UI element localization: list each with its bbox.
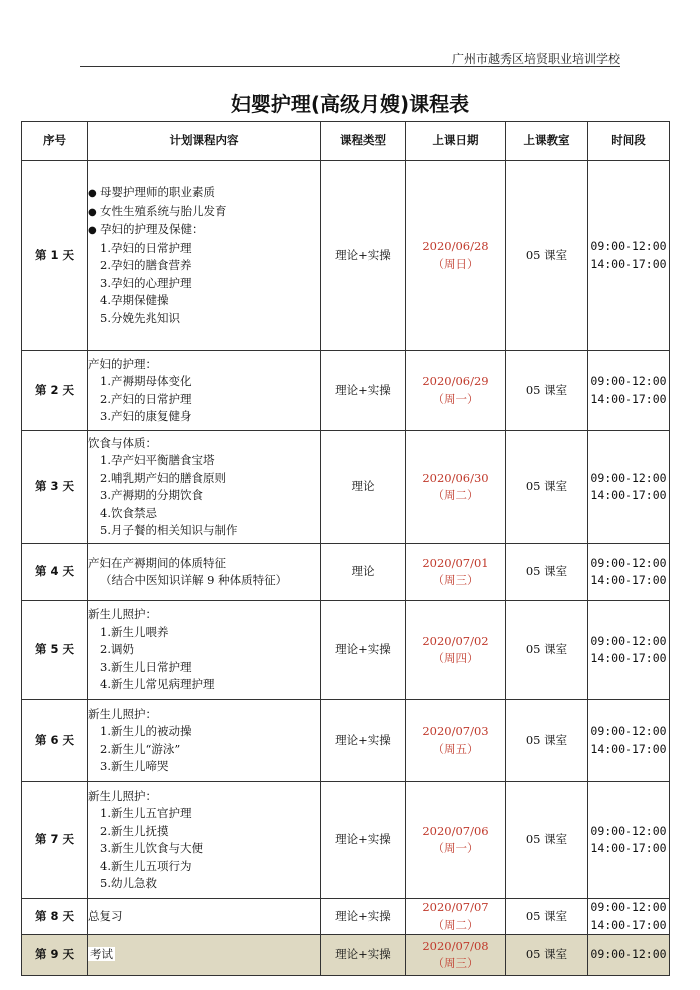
time-slot: 14:00-17:00 (590, 651, 667, 665)
page-title: 妇婴护理(高级月嫂)课程表 (230, 92, 470, 116)
date-cell (406, 899, 506, 935)
content-numbered-item: 3.产褥期的分期饮食 (100, 488, 203, 502)
classroom-cell: 05 课室 (506, 351, 588, 431)
classroom-cell: 05 课室 (506, 899, 588, 935)
table-row (22, 544, 670, 601)
column-header-date: 上课日期 (406, 122, 506, 161)
time-cell (588, 899, 670, 935)
course-type-cell: 理论+实操 (321, 782, 406, 899)
content-line: （结合中医知识详解 9 种体质特征） (100, 573, 288, 587)
course-type-cell: 理论+实操 (321, 601, 406, 700)
column-header-time: 时间段 (588, 122, 670, 161)
column-header-room: 上课教室 (506, 122, 588, 161)
content-line: 新生儿照护： (88, 788, 157, 803)
time-slot: 14:00-17:00 (590, 841, 667, 855)
table-row (22, 935, 670, 976)
content-cell (88, 431, 321, 544)
time-slot: 14:00-17:00 (590, 741, 667, 756)
classroom-cell: 05 课室 (506, 935, 588, 976)
bullet-icon: ● (88, 188, 97, 199)
column-header-index: 序号 (22, 122, 88, 161)
school-name: 广州市越秀区培贤职业培训学校 (451, 52, 620, 66)
content-numbered-item: 5.分娩先兆知识 (100, 310, 180, 325)
classroom-cell: 05 课室 (506, 161, 588, 351)
content-line: 总复习 (88, 908, 123, 923)
weekday-text: （周二） (432, 488, 479, 502)
content-cell (88, 161, 321, 351)
classroom-cell: 05 课室 (506, 601, 588, 700)
course-type-cell: 理论 (321, 544, 406, 601)
date-cell (406, 431, 506, 544)
table-row (22, 782, 670, 899)
content-numbered-item: 2.孕妇的膳食营养 (100, 258, 192, 272)
content-numbered-item: 1.新生儿五官护理 (100, 806, 192, 820)
content-line: 产妇在产褥期间的体质特征 (88, 555, 226, 570)
time-slot: 09:00-12:00 (590, 724, 667, 738)
content-numbered-item: 3.产妇的康复健身 (100, 409, 192, 423)
time-slot: 14:00-17:00 (590, 256, 667, 271)
weekday-text: （周一） (432, 841, 479, 855)
bullet-icon: ● (88, 206, 97, 218)
time-slot: 09:00-12:00 (590, 239, 667, 253)
day-cell: 第 3 天 (22, 431, 88, 544)
date-text: 2020/07/08 (422, 938, 489, 953)
date-cell (406, 351, 506, 431)
course-type-cell: 理论 (321, 431, 406, 544)
content-numbered-item: 5.幼儿急救 (100, 876, 157, 890)
date-cell (406, 935, 506, 976)
content-line: 新生儿照护： (88, 607, 157, 622)
time-cell (588, 700, 670, 782)
content-bullet-item (88, 221, 320, 240)
time-slot: 09:00-12:00 (590, 633, 667, 648)
table-row (22, 700, 670, 782)
content-text: 女性生殖系统与胎儿发育 (100, 203, 227, 218)
content-cell (88, 351, 321, 431)
table-row (22, 431, 670, 544)
weekday-text: （周一） (432, 391, 479, 406)
course-type-cell: 理论+实操 (321, 351, 406, 431)
table-header-row (22, 122, 670, 161)
header-rule (80, 66, 620, 67)
day-cell: 第 1 天 (22, 161, 88, 351)
date-text: 2020/06/29 (422, 374, 489, 388)
content-numbered-item: 3.新生儿饮食与大便 (100, 841, 203, 855)
day-cell: 第 4 天 (22, 544, 88, 601)
content-numbered-item: 1.新生儿的被动操 (100, 724, 192, 738)
content-cell (88, 544, 321, 601)
content-text: 孕妇的护理及保健： (100, 222, 204, 236)
date-cell (406, 544, 506, 601)
classroom-cell: 05 课室 (506, 431, 588, 544)
content-numbered-item: 1.产褥期母体变化 (100, 374, 192, 388)
schedule-table (21, 121, 670, 976)
content-cell (88, 782, 321, 899)
time-slot: 14:00-17:00 (590, 917, 667, 932)
content-numbered-item: 3.新生儿日常护理 (100, 659, 192, 674)
table-row (22, 601, 670, 700)
column-header-content: 计划课程内容 (88, 122, 321, 161)
content-numbered-item: 4.饮食禁忌 (100, 505, 157, 520)
weekday-text: （周五） (432, 741, 479, 756)
content-cell (88, 601, 321, 700)
time-slot: 09:00-12:00 (590, 900, 667, 914)
weekday-text: （周三） (432, 573, 479, 587)
classroom-cell: 05 课室 (506, 544, 588, 601)
content-bullet-item (88, 203, 320, 222)
table-row (22, 351, 670, 431)
content-cell (88, 700, 321, 782)
day-cell: 第 2 天 (22, 351, 88, 431)
table-row (22, 899, 670, 935)
date-text: 2020/07/01 (422, 555, 489, 570)
bullet-icon: ● (88, 225, 97, 236)
time-cell (588, 161, 670, 351)
content-numbered-item: 5.月子餐的相关知识与制作 (100, 523, 238, 537)
weekday-text: （周三） (432, 956, 479, 970)
date-cell (406, 700, 506, 782)
time-cell (588, 935, 670, 976)
content-text: 母婴护理师的职业素质 (100, 185, 215, 199)
date-text: 2020/07/02 (422, 633, 489, 648)
content-bullet-item (88, 184, 320, 203)
day-cell: 第 6 天 (22, 700, 88, 782)
day-cell: 第 9 天 (22, 935, 88, 976)
time-slot: 14:00-17:00 (590, 573, 667, 587)
date-cell (406, 161, 506, 351)
column-header-type: 课程类型 (321, 122, 406, 161)
content-numbered-item: 2.产妇的日常护理 (100, 391, 192, 406)
time-slot: 14:00-17:00 (590, 391, 667, 406)
time-cell (588, 351, 670, 431)
weekday-text: （周四） (432, 651, 479, 665)
content-line: 新生儿照护： (88, 706, 157, 721)
time-slot: 09:00-12:00 (590, 470, 667, 485)
day-cell: 第 8 天 (22, 899, 88, 935)
content-line (88, 946, 320, 964)
exam-text: 考试 (90, 947, 113, 962)
content-numbered-item: 2.哺乳期产妇的膳食原则 (100, 470, 226, 485)
content-numbered-item: 1.新生儿喂养 (100, 624, 169, 639)
time-slot: 14:00-17:00 (590, 488, 667, 502)
content-numbered-item: 4.孕期保健操 (100, 293, 169, 307)
time-cell (588, 601, 670, 700)
table-row (22, 161, 670, 351)
course-type-cell: 理论+实操 (321, 935, 406, 976)
date-text: 2020/06/28 (422, 239, 489, 253)
course-type-cell: 理论+实操 (321, 700, 406, 782)
weekday-text: （周二） (432, 917, 479, 932)
time-slot: 09:00-12:00 (590, 555, 667, 570)
content-numbered-item: 2.新生儿抚摸 (100, 823, 169, 838)
content-cell (88, 935, 321, 976)
content-line: 饮食与体质： (88, 435, 157, 450)
time-cell (588, 431, 670, 544)
day-cell: 第 5 天 (22, 601, 88, 700)
weekday-text: （周日） (432, 256, 479, 271)
schedule-body (22, 161, 670, 976)
time-cell (588, 544, 670, 601)
date-cell (406, 782, 506, 899)
content-numbered-item: 3.孕妇的心理护理 (100, 275, 192, 290)
date-text: 2020/06/30 (422, 470, 489, 485)
day-cell: 第 7 天 (22, 782, 88, 899)
course-type-cell: 理论+实操 (321, 161, 406, 351)
time-cell (588, 782, 670, 899)
date-text: 2020/07/07 (422, 900, 489, 914)
classroom-cell: 05 课室 (506, 700, 588, 782)
content-numbered-item: 3.新生儿啼哭 (100, 759, 169, 773)
content-numbered-item: 4.新生儿五项行为 (100, 858, 192, 873)
time-slot: 09:00-12:00 (590, 374, 667, 388)
content-numbered-item: 1.孕妇的日常护理 (100, 240, 192, 255)
content-numbered-item: 2.调奶 (100, 642, 134, 657)
content-line: 产妇的护理： (88, 356, 157, 371)
time-slot: 09:00-12:00 (590, 823, 667, 838)
time-slot: 09:00-12:00 (590, 947, 667, 962)
date-cell (406, 601, 506, 700)
content-numbered-item: 1.孕产妇平衡膳食宝塔 (100, 453, 215, 467)
content-numbered-item: 2.新生儿“游泳” (100, 741, 181, 756)
content-numbered-item: 4.新生儿常见病理护理 (100, 677, 215, 692)
course-type-cell: 理论+实操 (321, 899, 406, 935)
date-text: 2020/07/06 (422, 823, 489, 838)
date-text: 2020/07/03 (422, 724, 489, 738)
content-cell (88, 899, 321, 935)
classroom-cell: 05 课室 (506, 782, 588, 899)
